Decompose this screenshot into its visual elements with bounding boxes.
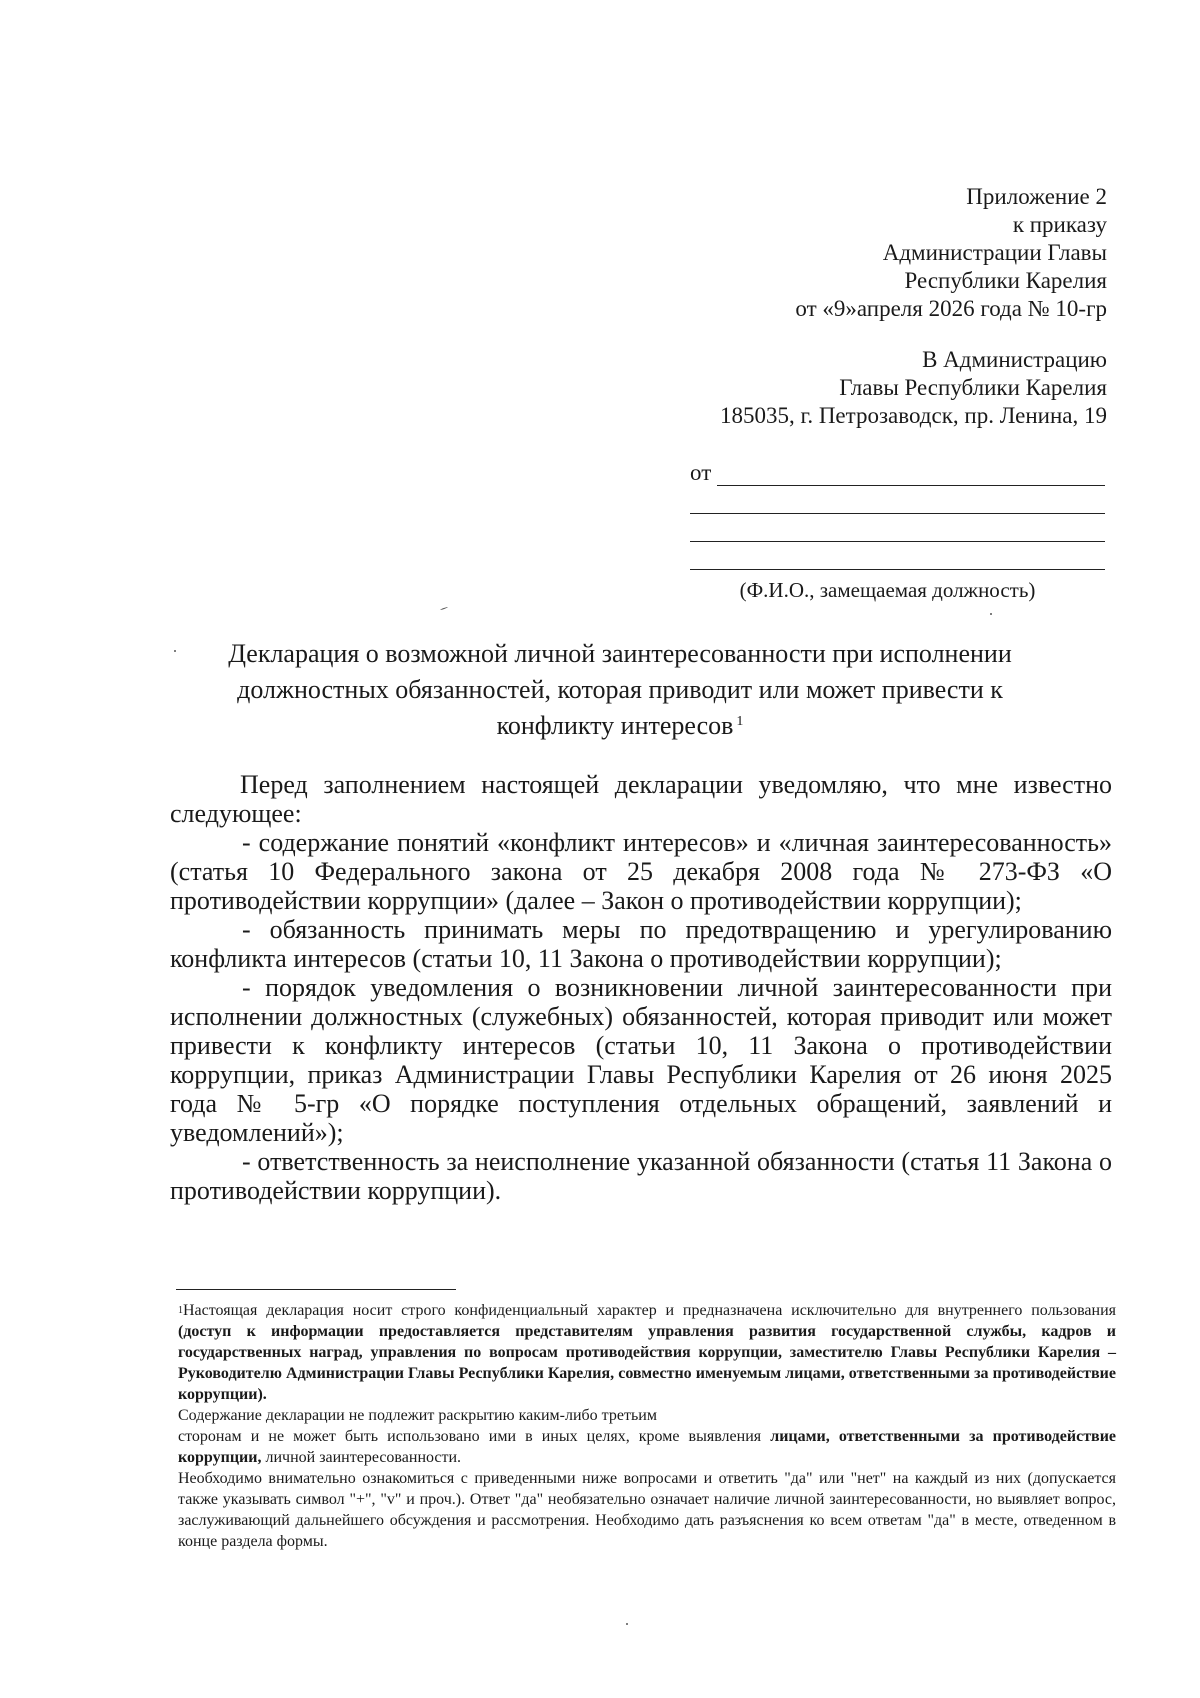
footnote-p3-plain-1: сторонам и не может быть использовано ими в иных целях, кроме выявления [178, 1428, 771, 1445]
addressee [720, 346, 1107, 430]
appendix-order-ref: к приказу [1012, 212, 1107, 237]
footnote-paragraph-1 [178, 1300, 1116, 1405]
footnote-p3-plain-2: личной заинтересованности. [261, 1449, 462, 1466]
title-line-2: должностных обязанностей, которая приводит или может привести к [237, 675, 1003, 704]
sender-blank-line-2[interactable] [690, 514, 1105, 542]
scan-speck [990, 613, 992, 615]
list-item-obligation: - обязанность принимать меры по предотвращению и урегулированию конфликта интересов (статьи 10, 11 Закона о противодействии коррупции); [170, 915, 1112, 973]
list-item-concepts: - содержание понятий «конфликт интересов» и «личная заинтересованность» (статья 10 Федерального закона от 25 декабря 2008 года № 273-ФЗ «О противодействии коррупции» (далее – Закон о противодействии коррупции); [170, 828, 1112, 915]
title-line-3 [160, 708, 1080, 744]
addressee-line-2: Главы Республики Карелия [839, 375, 1107, 400]
footnote [178, 1300, 1116, 1552]
footnote-paragraph-4: Необходимо внимательно ознакомиться с приведенными ниже вопросами и ответить "да" или "нет" на каждый из них (допускается также указывать символ "+", "v" и проч.). Ответ "да" необязательно означает наличие личной заинтересованности, но выявляет вопрос, заслуживающий дальнейшего обсуждения и рассмотрения. Необходимо дать разъяснения ко всем ответам "да" в месте, отведенном в конце раздела формы. [178, 1470, 1116, 1550]
list-item-notification-procedure: - порядок уведомления о возникновении личной заинтересованности при исполнении должностных (служебных) обязанностей, которая приводит или может привести к конфликту интересов (статьи 10, 11 Закона о противодействии коррупции, приказ Администрации Главы Республики Карелия от 26 июня 2025 года № 5-гр «О порядке поступления отдельных обращений, заявлений и уведомлений»); [170, 973, 1112, 1147]
footnote-divider [176, 1289, 456, 1290]
appendix-reference [795, 183, 1107, 323]
document-title [160, 636, 1080, 744]
addressee-address: 185035, г. Петрозаводск, пр. Ленина, 19 [719, 403, 1107, 428]
footnote-p1-plain: Настоящая декларация носит строго конфиденциальный характер и предназначена исключительно для внутреннего пользования [183, 1302, 1116, 1319]
footnote-paragraph-2: Содержание декларации не подлежит раскрытию каким-либо третьим [178, 1407, 657, 1424]
appendix-region: Республики Карелия [904, 268, 1107, 293]
declaration-body [170, 770, 1112, 1205]
title-line-1: Декларация о возможной личной заинтересованности при исполнении [228, 639, 1012, 668]
appendix-date-number: от «9»апреля 2026 года № 10-гр [795, 296, 1107, 321]
footnote-mark: 1 [178, 1305, 183, 1316]
scan-speck [626, 1623, 628, 1625]
title-line-3-text: конфликту интересов [496, 711, 734, 740]
sender-label: от [690, 460, 712, 485]
addressee-line-1: В Администрацию [922, 347, 1107, 372]
footnote-p3-bold: лицами, ответственными за противодействие коррупции, [178, 1428, 1117, 1466]
intro-paragraph: Перед заполнением настоящей декларации уведомляю, что мне известно следующее: [170, 770, 1112, 828]
scan-speck [174, 650, 176, 652]
appendix-number: Приложение 2 [966, 184, 1107, 209]
appendix-issuer: Администрации Главы [882, 240, 1107, 265]
sender-blank-line-3[interactable] [690, 542, 1105, 570]
sender-row [690, 458, 1105, 486]
scan-speck [440, 607, 448, 611]
footnote-p1-bold: (доступ к информации предоставляется представителям управления развития государственной службы, кадров и государственных наград, управления по вопросам противодействия коррупции, заместителю Главы Республики Карелия – Руководителю Администрации Главы Республики Карелия, совместно именуемым лицами, ответственными за противодействие коррупции). [178, 1323, 1116, 1403]
sender-name-line[interactable] [717, 465, 1105, 486]
title-footnote-mark[interactable]: 1 [736, 714, 744, 729]
list-item-responsibility: - ответственность за неисполнение указанной обязанности (статья 11 Закона о противодействии коррупции). [170, 1147, 1112, 1205]
sender-caption: (Ф.И.О., замещаемая должность) [739, 578, 1036, 602]
sender-block [690, 458, 1105, 603]
sender-blank-line-1[interactable] [690, 486, 1105, 514]
footnote-paragraph-3 [178, 1426, 1116, 1468]
